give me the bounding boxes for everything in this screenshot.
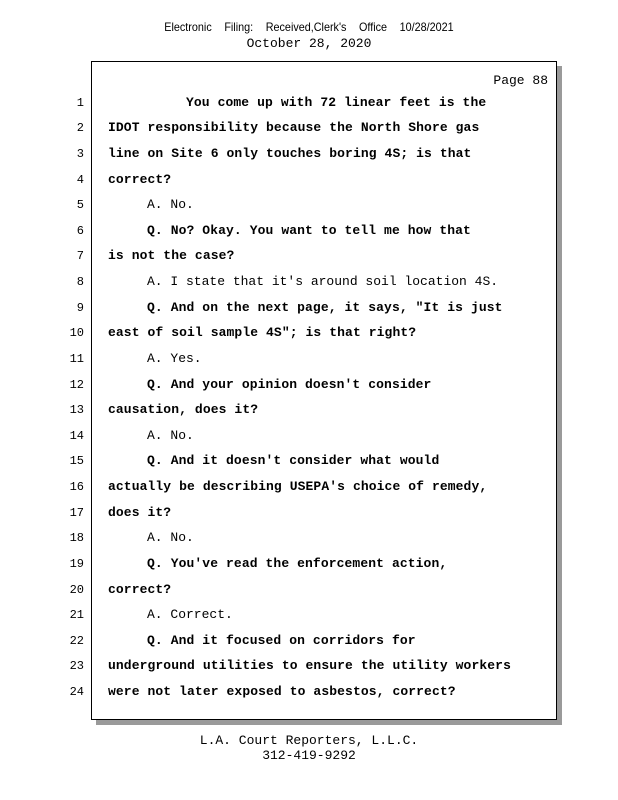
- line-number: 13: [69, 403, 84, 417]
- transcript-line: Q. And on the next page, it says, "It is just: [147, 300, 503, 315]
- deposition-date: October 28, 2020: [246, 36, 372, 51]
- line-number: 10: [69, 326, 84, 340]
- transcript-line: A. Correct.: [147, 607, 233, 622]
- transcript-line: Q. And it focused on corridors for: [147, 633, 416, 648]
- transcript-line: correct?: [108, 172, 172, 187]
- transcript-line: You come up with 72 linear feet is the: [186, 95, 487, 110]
- line-number: 23: [69, 659, 84, 673]
- line-number: 5: [76, 198, 84, 212]
- line-number: 18: [69, 531, 84, 545]
- transcript-line: Q. No? Okay. You want to tell me how that: [147, 223, 471, 238]
- line-number: 15: [69, 454, 84, 468]
- line-number: 2: [76, 121, 84, 135]
- transcript-line: Q. And it doesn't consider what would: [147, 453, 440, 468]
- reporter-phone: 312-419-9292: [262, 748, 356, 763]
- line-number: 4: [76, 173, 84, 187]
- transcript-line: A. Yes.: [147, 351, 202, 366]
- page-number: Page 88: [493, 73, 548, 88]
- filing-word-2: Filing:: [224, 20, 254, 34]
- line-number: 9: [76, 301, 84, 315]
- line-number: 1: [76, 96, 84, 110]
- line-number: 20: [69, 583, 84, 597]
- filing-word-3: Received,Clerk's: [265, 20, 347, 34]
- filing-word-4: Office: [359, 20, 388, 34]
- footer: [0, 733, 618, 763]
- line-number: 12: [69, 378, 84, 392]
- filing-word-5: 10/28/2021: [399, 20, 454, 34]
- transcript-line: is not the case?: [108, 248, 235, 263]
- line-number: 8: [76, 275, 84, 289]
- filing-word-1: Electronic: [164, 20, 212, 34]
- transcript-line: were not later exposed to asbestos, correct?: [108, 684, 456, 699]
- line-number: 24: [69, 685, 84, 699]
- transcript-line: line on Site 6 only touches boring 4S; is that: [108, 146, 472, 161]
- line-number: 17: [69, 506, 84, 520]
- transcript-line: Q. You've read the enforcement action,: [147, 556, 448, 571]
- transcript-line: actually be describing USEPA's choice of remedy,: [108, 479, 488, 494]
- reporter-company: L.A. Court Reporters, L.L.C.: [199, 733, 419, 748]
- transcript-line: correct?: [108, 582, 172, 597]
- line-number: 14: [69, 429, 84, 443]
- line-number: 7: [76, 249, 84, 263]
- transcript-line: A. No.: [147, 428, 194, 443]
- line-number: 19: [69, 557, 84, 571]
- transcript-line: east of soil sample 4S"; is that right?: [108, 325, 417, 340]
- transcript-line: A. No.: [147, 530, 194, 545]
- line-number: 16: [69, 480, 84, 494]
- transcript-line: IDOT responsibility because the North Shore gas: [108, 120, 480, 135]
- transcript-line: causation, does it?: [108, 402, 259, 417]
- line-number: 11: [69, 352, 84, 366]
- line-number: 22: [69, 634, 84, 648]
- line-number: 6: [76, 224, 84, 238]
- transcript-line: A. I state that it's around soil location 4S.: [147, 274, 499, 289]
- transcript-line: A. No.: [147, 197, 194, 212]
- transcript-line: does it?: [108, 505, 172, 520]
- transcript-line: underground utilities to ensure the utility workers: [108, 658, 511, 673]
- line-number: 21: [69, 608, 84, 622]
- filing-stamp: [31, 20, 587, 34]
- line-number: 3: [76, 147, 84, 161]
- transcript-line: Q. And your opinion doesn't consider: [147, 377, 432, 392]
